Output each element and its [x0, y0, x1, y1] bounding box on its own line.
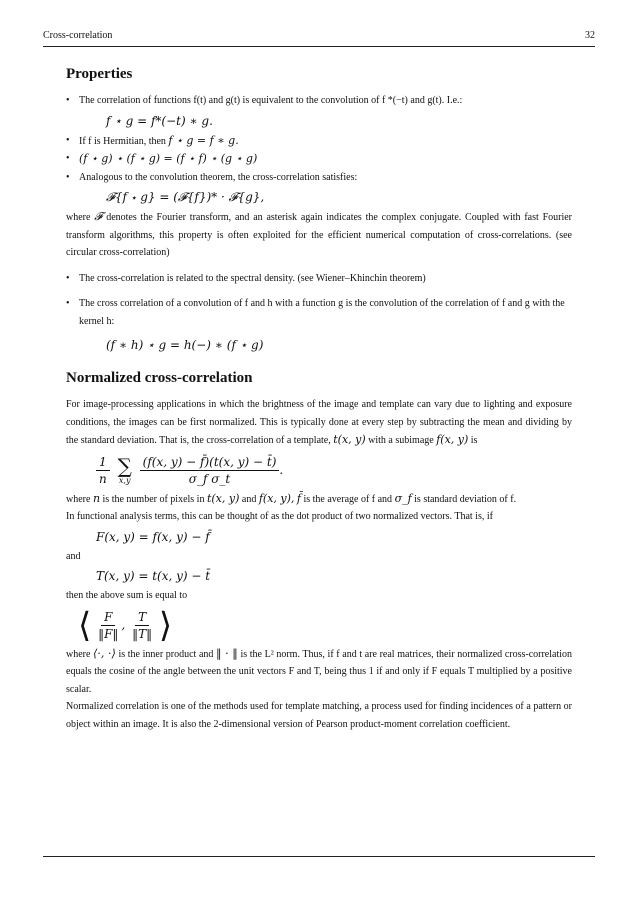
equation-inner-product: ⟨ $\frac{F}{‖F‖}$ , $\frac{T}{‖T‖}$ ⟩: [78, 605, 173, 645]
properties-heading: Properties: [66, 66, 133, 82]
page-number: 32: [585, 30, 595, 41]
norm-symbol: ‖ · ‖: [216, 646, 238, 660]
property-bullet-1: • The correlation of functions f(t) and g(t) is equivalent to the convolution of f *(−t) and g(t). I.e.:: [66, 92, 572, 110]
equation-hermitian: f ⋆ g = f ∗ g.: [168, 133, 239, 147]
property-bullet-4: • Analogous to the convolution theorem, the cross-correlation satisfies:: [66, 169, 572, 187]
normalized-heading: Normalized cross-correlation: [66, 370, 253, 386]
property-bullet-6: • The cross correlation of a convolution of f and h with a function g is the convolution of the correlation of f and g with the kernel h:: [66, 295, 572, 330]
footer-rule: [43, 856, 595, 857]
template-symbol: t(x, y): [333, 433, 366, 446]
fourier-symbol: 𝓕: [94, 210, 103, 223]
property-bullet-2: • If f is Hermitian, then f ⋆ g = f ∗ g.: [66, 132, 572, 151]
running-header: [43, 30, 595, 41]
normalized-paragraph-3: In functional analysis terms, this can be thought of as the dot product of two normalized vectors. That is, if: [66, 511, 493, 522]
normalized-paragraph-4: then the above sum is equal to: [66, 590, 188, 601]
equation-correlation-convolution: f ⋆ g = f*(−t) ∗ g.: [106, 113, 213, 128]
equation-associative: (f ⋆ g) ⋆ (f ⋆ g) = (f ⋆ f) ⋆ (g ⋆ g): [79, 152, 258, 165]
equation-F: F(x, y) = f(x, y) − f̄: [96, 529, 210, 544]
main-content: [66, 64, 572, 733]
header-title: Cross-correlation: [43, 30, 113, 41]
subimage-symbol: f(x, y): [436, 433, 469, 446]
and-text: and: [66, 550, 81, 562]
equation-convolution-kernel: (f ∗ h) ⋆ g = h(−) ∗ (f ⋆ g): [106, 338, 264, 352]
normalized-paragraph-1: For image-processing applications in which the brightness of the image and template can vary due to lighting and exposure conditions, the images can be first normalized. This is typically done at every step by subtracting the mean and dividing by the standard deviation. That is, the cross-correlation of a template, t(x, y) with a subimage f(x, y) is: [66, 399, 572, 446]
property-bullet-5: • The cross-correlation is related to the spectral density. (see Wiener–Khinchin theorem): [66, 270, 572, 288]
normalized-paragraph-6: Normalized correlation is one of the methods used for template matching, a process used for finding incidences of a pattern or object within an image. It is also the 2-dimensional version of Pearson product-moment correlation coefficient.: [66, 701, 572, 730]
equation-normalized-cc: $\frac{1}{n}$ ∑ x,y $\frac{(f(x, y) - f̄)(t(x, y) - t̄)}{\text{σ\_f σ\_t}}$ .: [66, 450, 572, 490]
inner-product-symbol: ⟨·, ·⟩: [93, 646, 116, 660]
equation-T: T(x, y) = t(x, y) − t̄: [96, 569, 211, 583]
fourier-explanation: where 𝓕 denotes the Fourier transform, and an asterisk again indicates the complex conjugate. Coupled with fast Fourier transform algorithms, this property is often exploited for the efficient numerical computation of cross-correlations. (see circular cross-correlation): [66, 210, 573, 258]
property-bullet-3: [66, 150, 572, 169]
header-rule: [43, 46, 595, 47]
normalized-paragraph-5: where ⟨·, ·⟩ is the inner product and ‖ · ‖ is the L² norm. Thus, if f and t are real matrices, their normalized cross-correlation equals the cosine of the angle between the unit vectors F and T, being thus 1 if and only if F equals T multiplied by a positive scalar.: [66, 646, 573, 695]
normalized-paragraph-2: where n is the number of pixels in t(x, y) and f(x, y), f̄ is the average of f and σ_f is standard deviation of f.: [66, 491, 517, 505]
equation-fourier: 𝓕{f ⋆ g} = (𝓕{f})* · 𝓕{g},: [106, 190, 265, 204]
